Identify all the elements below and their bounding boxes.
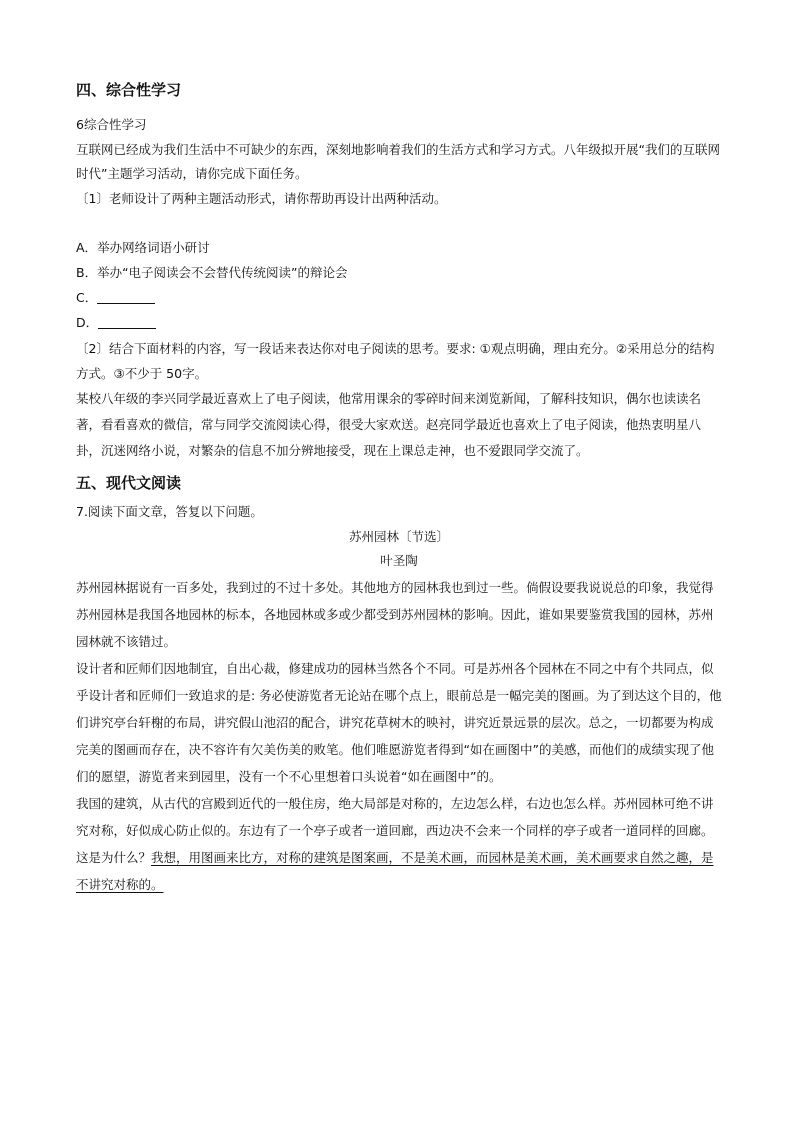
option-c (76, 285, 722, 310)
option-letter: D． (76, 315, 99, 330)
question-intro: 互联网已经成为我们生活中不可缺少的东西，深刻地影响着我们的生活方式和学习方式。八年级拟开展“我们的互联网时代”主题学习活动，请你完成下面任务。 (76, 141, 720, 181)
option-letter: B． (76, 265, 98, 280)
option-a (76, 235, 722, 260)
option-letter: A． (76, 240, 98, 255)
article-author: 叶圣陶 (380, 553, 418, 568)
document-page (76, 74, 722, 898)
section-heading-5: 五、现代文阅读 (76, 474, 182, 492)
paragraph-text: 我国的建筑，从古代的宫殿到近代的一般住房，绝大局部是对称的，左边怎么样，右边也怎么样。苏州园林可绝不讲究对称，好似成心防止似的。东边有了一个亭子或者一道回廊，西边决不会来一个同样的亭子或者一道同样的回廊。这是为什么？ (76, 795, 714, 865)
option-b (76, 260, 722, 285)
section-heading-4: 四、综合性学习 (76, 81, 182, 99)
question-number-7: 7.阅读下面文章，答复以下问题。 (76, 504, 263, 519)
option-d (76, 310, 722, 335)
article-paragraph-2: 设计者和匠师们因地制宜，自出心裁，修建成功的园林当然各个不同。可是苏州各个园林在不同之中有个共同点，似乎设计者和匠师们一致追求的是: 务必使游览者无论站在哪个点上，眼前总是一幅完美的图画。为了到达这个目的，他们讲究亭台轩榭的布局，讲究假山池沼的配合，讲究花草树木的映衬，讲究近景远景的层次。总之，一切都要为构成完美的图画而存在，决不容许有欠美伤美的败笔。他们唯愿游览者得到“如在画图中”的美感，而他们的成绩实现了他们的愿望，游览者来到园里，没有一个不心里想着口头说着“如在画图中”的。 (76, 660, 722, 784)
reading-material: 某校八年级的李兴同学最近喜欢上了电子阅读，他常用课余的零碎时间来浏览新闻，了解科技知识，偶尔也读读名著，看看喜欢的微信，常与同学交流阅读心得，很受大家欢送。赵亮同学最近也喜欢上了电子阅读，他热衷明星八卦，沉迷网络小说，对繁杂的信息不加分辨地接受，现在上课总走神，也不爱跟同学交流了。 (76, 391, 702, 458)
answer-blank-d[interactable] (98, 316, 156, 329)
article-paragraph-3 (76, 790, 722, 898)
option-letter: C． (76, 290, 98, 305)
option-text: 举办网络词语小研讨 (97, 240, 210, 255)
option-text: 举办“电子阅读会不会替代传统阅读”的辩论会 (97, 265, 348, 280)
article-paragraph-1: 苏州园林据说有一百多处，我到过的不过十多处。其他地方的园林我也到过一些。倘假设要我说说总的印象，我觉得苏州园林是我国各地园林的标本，各地园林或多或少都受到苏州园林的影响。因此，谁如果要鉴赏我国的园林，苏州园林就不该错过。 (76, 579, 714, 649)
answer-blank-c[interactable] (97, 291, 155, 304)
article-title: 苏州园林〔节选〕 (348, 528, 449, 544)
underlined-sentence: 我想，用图画来比方，对称的建筑是图案画，不是美术画，而园林是美术画，美术画要求自然之趣，是不讲究对称的。 (76, 849, 714, 892)
question-part-1: 〔1〕老师设计了两种主题活动形式，请你帮助再设计出两种活动。 (76, 190, 447, 206)
question-number-6: 6综合性学习 (76, 117, 147, 132)
question-part-2: 〔2〕结合下面材料的内容，写一段话来表达你对电子阅读的思考。要求: ①观点明确，理由充分。②采用总分的结构方式。③不少于 50字。 (76, 341, 715, 381)
